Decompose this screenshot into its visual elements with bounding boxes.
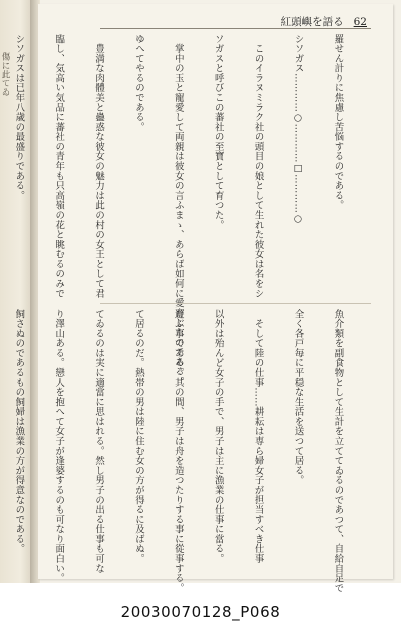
prev-col: 傷に此てゐ	[0, 52, 10, 97]
text-column: シソガス…………○…………□…………○	[292, 34, 304, 225]
text-column: 羅せん計りに焦慮し苦悩するのである。	[332, 34, 344, 211]
text-column: シソガスは已年八歳の最盛りである。	[13, 34, 25, 201]
running-header	[281, 14, 367, 29]
upper-text-block	[13, 34, 371, 387]
text-column: 豊満な肉體美と蠱惑な彼女の魅力は此の村の女王として君	[93, 34, 105, 299]
text-column: このイラヌミラク社の頭目の娘として生れた彼女は名をシ	[252, 34, 264, 299]
lower-text-block	[13, 309, 371, 593]
book-page	[13, 4, 393, 593]
image-caption: 20030070128_P068	[120, 602, 281, 621]
text-column: 掌中の玉と寵愛して両親は彼女の言ふまゝ、あらば如何に愛育したのである。	[172, 34, 184, 387]
text-column: ゆへてやるのである。	[132, 34, 144, 132]
text-column: 全く各戸毎に平穏な生活を送つて居る。	[292, 309, 304, 486]
header-rule	[100, 28, 371, 29]
text-column: 魚介類を副食物として生計を立ててゐるのであつて、自給自足で	[332, 309, 344, 593]
text-column: 遊ぶ事である。其の間、男子は舟を造つたりする事に從事する。	[172, 309, 184, 593]
page-number: 62	[353, 16, 367, 28]
text-column: り澤山ある。戀人を抱へて女子が逢婆するのも可なり面白い。	[53, 309, 65, 584]
text-column: て居るのだ。熱帯の男は陸に住む女の方が得るに及ばぬ。	[132, 309, 144, 564]
text-column: てゐるのは実に適當に思はれる。然し男子の出る仕事も可な	[93, 309, 105, 574]
text-column: 臨し、気高い気品に蕃社の青年も只高嶺の花と眺むるのみで	[53, 34, 65, 299]
text-column: そして陸の仕事……耕耘は専ら婦女子が担当すべき仕事	[252, 309, 264, 564]
header-title: 紅頭嶼を語る	[280, 16, 344, 28]
text-column: 以外は殆んど女子の手で、男子は主に漁業の仕事に當る。	[212, 309, 224, 564]
text-column: ソガスと呼びこの蕃社の至寶として育つた。	[212, 34, 224, 230]
text-column: 飼さぬのであるもの飼婦は漁業の方が得意なのである。	[13, 309, 25, 554]
block-divider	[100, 303, 371, 304]
